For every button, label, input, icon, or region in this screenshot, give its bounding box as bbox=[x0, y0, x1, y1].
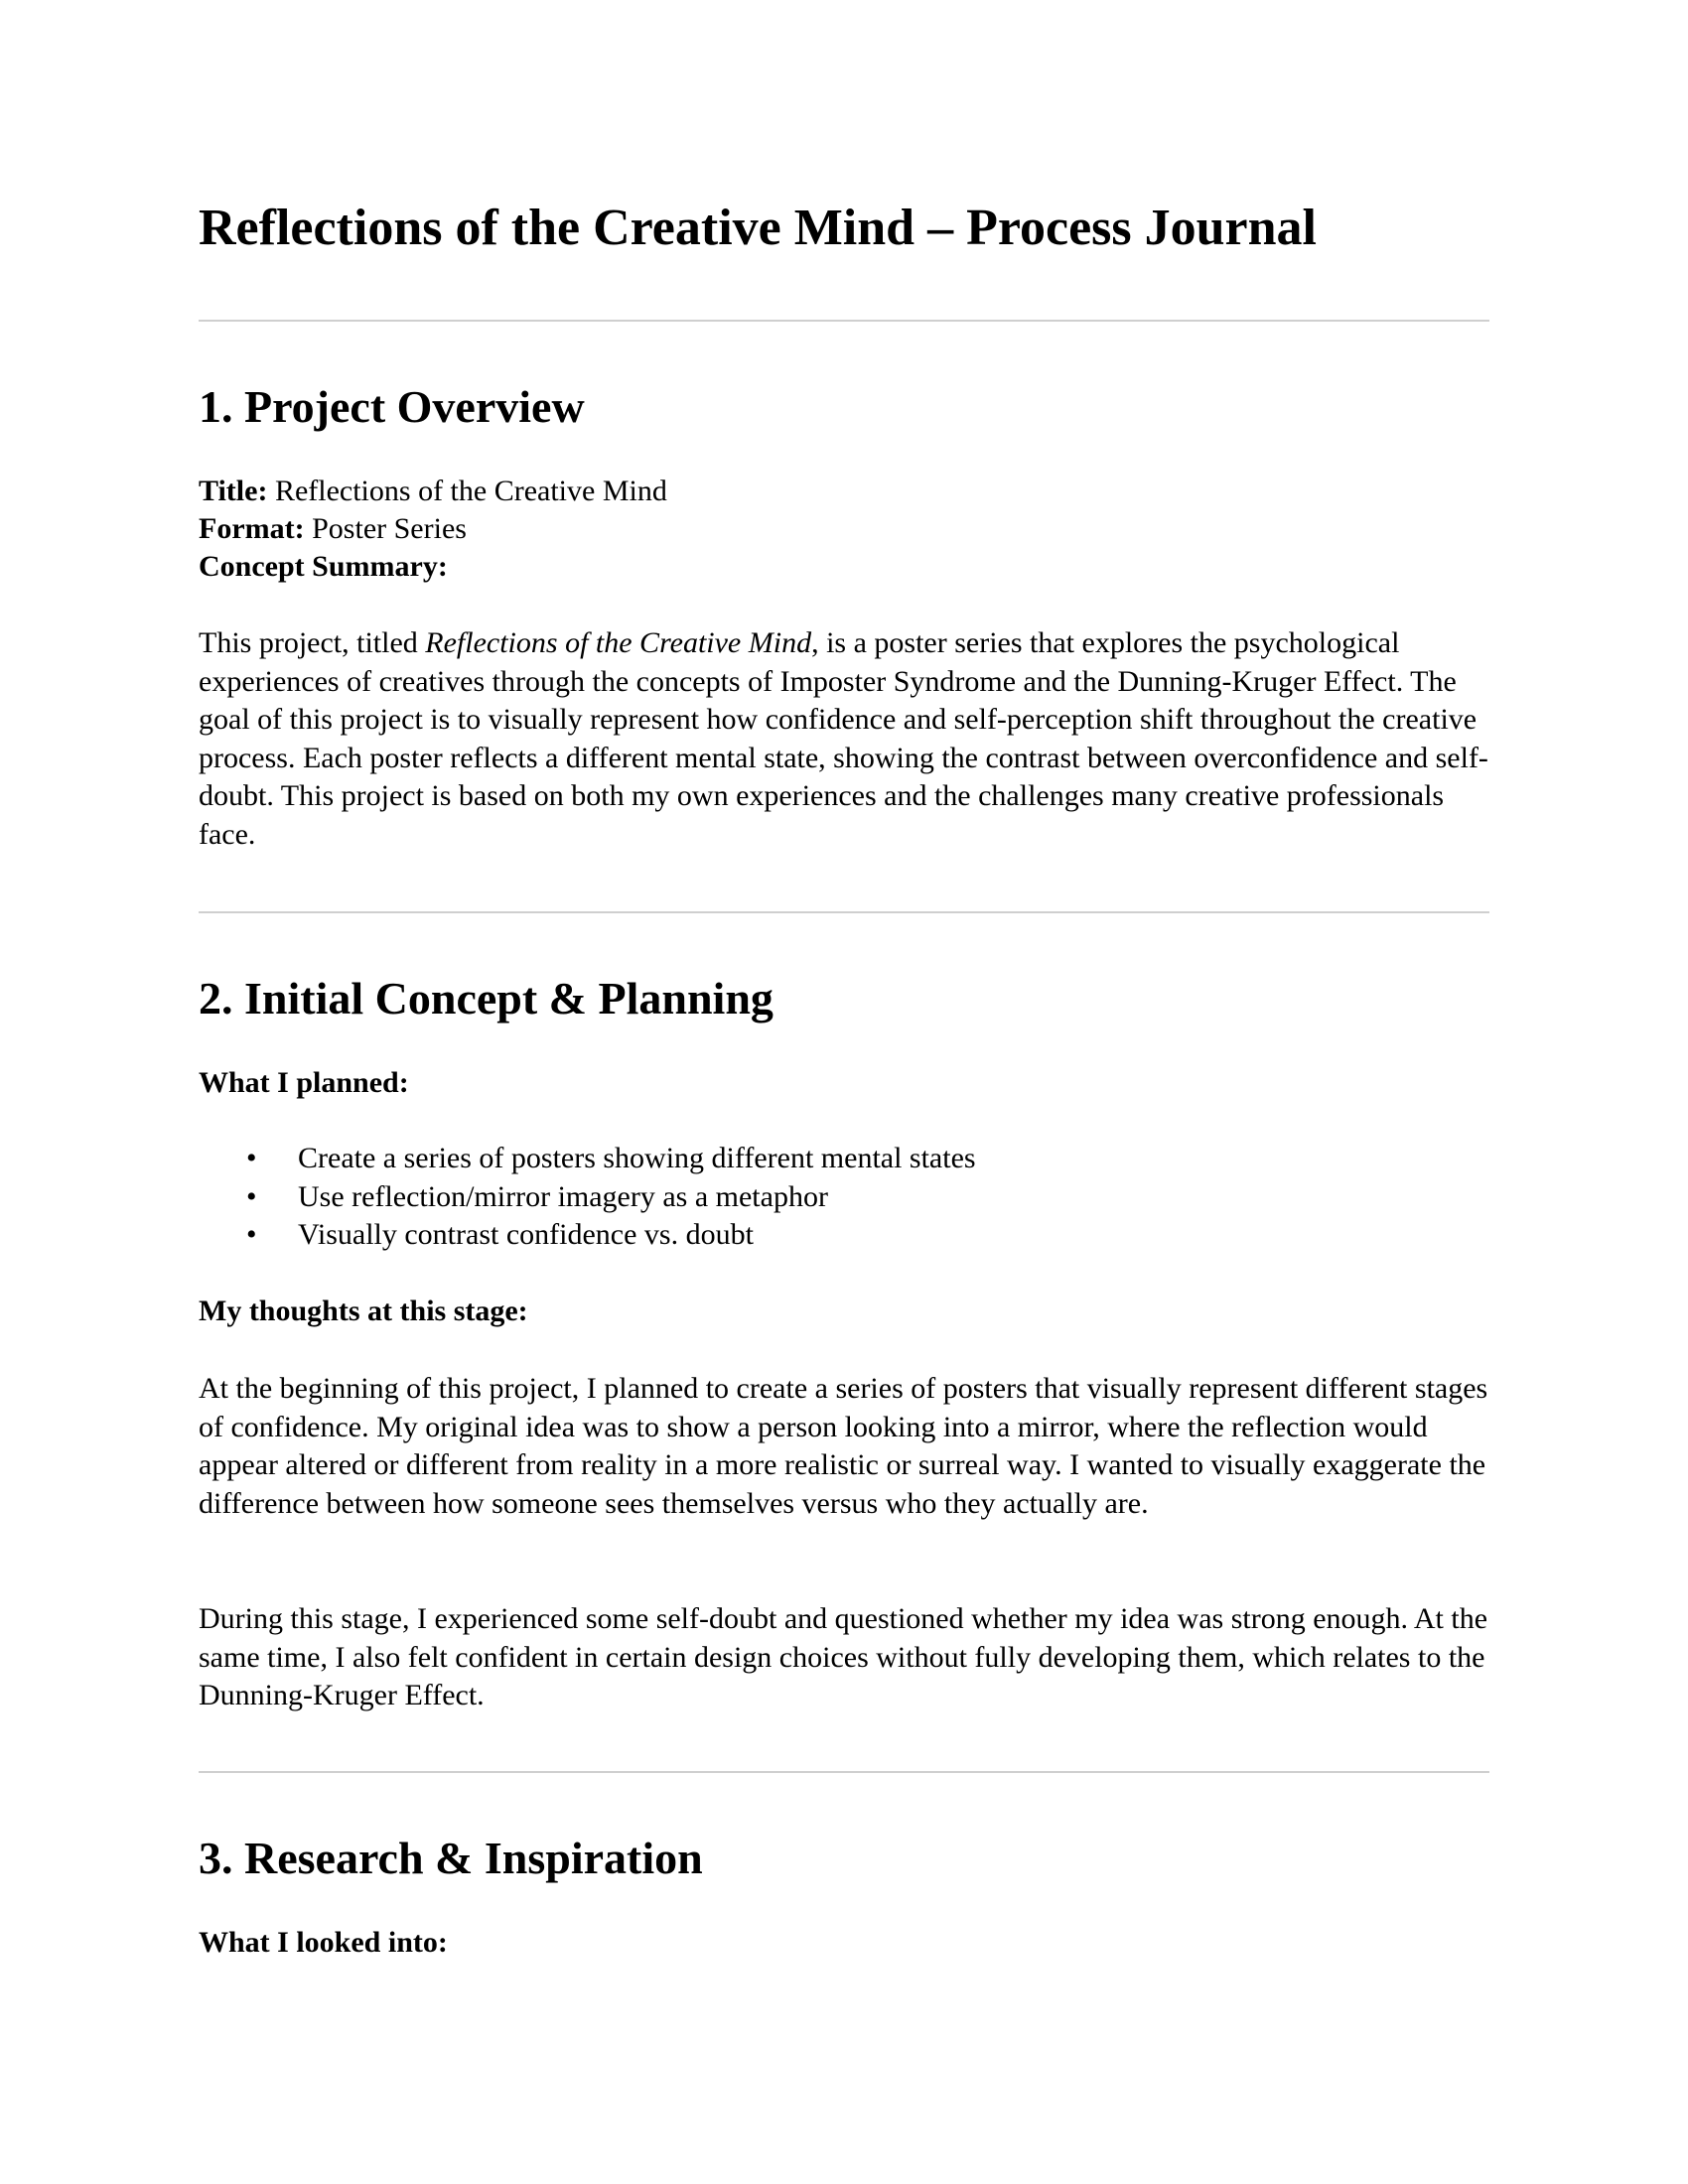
summary-text-end: , is a poster series that explores the psychological experiences of creatives through the concepts of Imposter Syndrome and the Dunning-Kruger Effect. The goal of this project is to visually represent how confidence and self-perception shift throughout the creative process. Each poster reflects a different mental state, showing the contrast between overconfidence and self-doubt. This project is based on both my own experiences and the challenges many creative professionals face. bbox=[199, 626, 1488, 851]
divider bbox=[199, 1771, 1489, 1773]
list-item bbox=[199, 1216, 976, 1255]
thoughts-paragraph-1: At the beginning of this project, I planned to create a series of posters that visually represent different stages of confidence. My original idea was to show a person looking into a mirror, where the reflection would appear altered or different from reality in a more realistic or surreal way. I wanted to visually exaggerate the difference between how someone sees themselves versus who they actually are. bbox=[199, 1372, 1488, 1520]
section-2-heading: 2. Initial Concept & Planning bbox=[199, 973, 774, 1024]
list-item bbox=[199, 1140, 976, 1178]
list-item bbox=[199, 1178, 976, 1217]
meta-format-row bbox=[199, 510, 667, 548]
meta-format-label: Format: bbox=[199, 512, 305, 545]
section-3-heading: 3. Research & Inspiration bbox=[199, 1833, 703, 1883]
planned-label: What I planned: bbox=[199, 1066, 409, 1099]
meta-format-value: Poster Series bbox=[304, 512, 467, 545]
bullet-icon: • bbox=[246, 1218, 257, 1251]
summary-text-start: This project, titled bbox=[199, 626, 426, 659]
divider bbox=[199, 320, 1489, 322]
concept-summary-paragraph bbox=[199, 624, 1489, 854]
section-1-heading: 1. Project Overview bbox=[199, 381, 585, 432]
meta-title-value: Reflections of the Creative Mind bbox=[267, 475, 667, 507]
thoughts-label: My thoughts at this stage: bbox=[199, 1295, 528, 1327]
summary-project-title: Reflections of the Creative Mind bbox=[425, 626, 812, 659]
bullet-icon: • bbox=[246, 1179, 257, 1213]
looked-into-label: What I looked into: bbox=[199, 1926, 448, 1959]
project-meta bbox=[199, 473, 667, 586]
meta-summary-label: Concept Summary: bbox=[199, 550, 448, 583]
document-title: Reflections of the Creative Mind – Process Journal bbox=[199, 200, 1317, 256]
meta-summary-row bbox=[199, 548, 667, 586]
planned-list bbox=[199, 1140, 976, 1255]
list-item-text: Visually contrast confidence vs. doubt bbox=[298, 1218, 754, 1251]
divider bbox=[199, 911, 1489, 913]
meta-title-label: Title: bbox=[199, 475, 268, 507]
meta-title-row bbox=[199, 473, 667, 510]
bullet-icon: • bbox=[246, 1142, 257, 1174]
thoughts-paragraph-2: During this stage, I experienced some self-doubt and questioned whether my idea was strong enough. At the same time, I also felt confident in certain design choices without fully developing them, which relates to the Dunning-Kruger Effect. bbox=[199, 1602, 1488, 1711]
list-item-text: Create a series of posters showing different mental states bbox=[298, 1142, 976, 1174]
list-item-text: Use reflection/mirror imagery as a metaphor bbox=[298, 1179, 828, 1213]
